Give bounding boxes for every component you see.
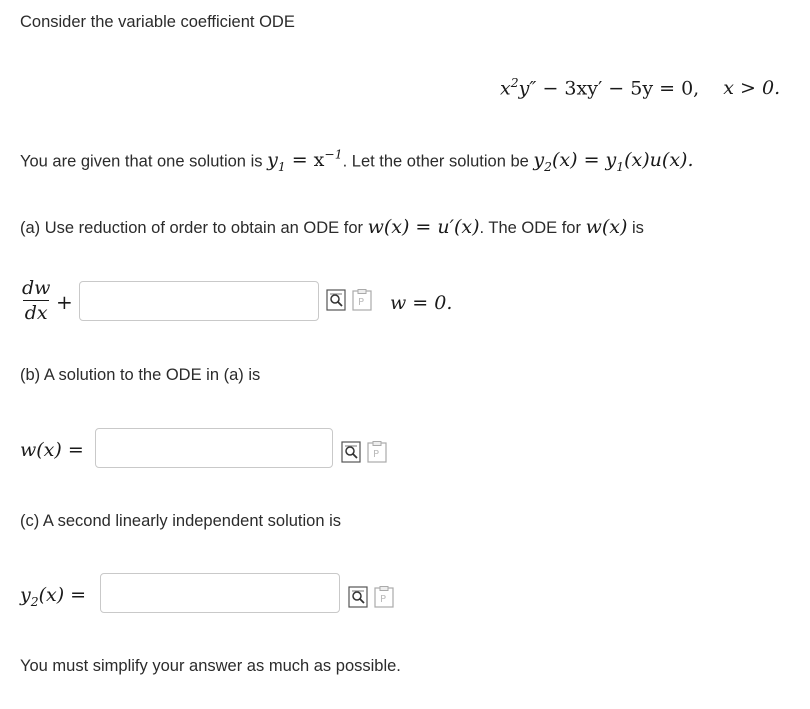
intro-text: Consider the variable coefficient ODE — [20, 13, 295, 31]
part-a-suffix: w = 0. — [390, 292, 453, 314]
part-b-tools — [341, 441, 387, 463]
part-a-tools — [326, 289, 372, 311]
preview-icon[interactable] — [326, 289, 346, 311]
plus-sign: + — [56, 290, 73, 314]
part-b-label: w(x) = — [20, 439, 84, 461]
preview-icon[interactable] — [348, 586, 368, 608]
part-b-answer-input[interactable] — [95, 428, 333, 468]
svg-text:P: P — [373, 449, 380, 460]
preview-icon[interactable] — [341, 441, 361, 463]
given-line: You are given that one solution is $y_1 = x^{-1}$. Let the other solution be $y_2(x) = y_1(x)u(x)$. — [20, 148, 694, 175]
part-a-answer-input[interactable] — [79, 281, 319, 321]
svg-text:P: P — [358, 297, 365, 308]
part-c-label: $y_2(x)$ = — [20, 584, 87, 609]
part-c-tools — [348, 586, 394, 608]
dw-dx-fraction: dw dx — [22, 277, 51, 324]
part-c-answer-input[interactable] — [100, 573, 340, 613]
part-a-prompt: (a) Use reduction of order to obtain an ODE for w(x) = u′(x). The ODE for w(x) is — [20, 216, 644, 238]
svg-text:P: P — [380, 594, 387, 605]
ode-equation: $x^2y'' - 3xy' - 5y = 0$, x > 0. — [500, 76, 781, 100]
paste-icon[interactable] — [374, 586, 394, 608]
paste-icon[interactable] — [367, 441, 387, 463]
part-b-prompt: (b) A solution to the ODE in (a) is — [20, 366, 261, 384]
paste-icon[interactable] — [352, 289, 372, 311]
simplify-note: You must simplify your answer as much as possible. — [20, 657, 401, 675]
part-c-prompt: (c) A second linearly independent solution is — [20, 512, 342, 530]
